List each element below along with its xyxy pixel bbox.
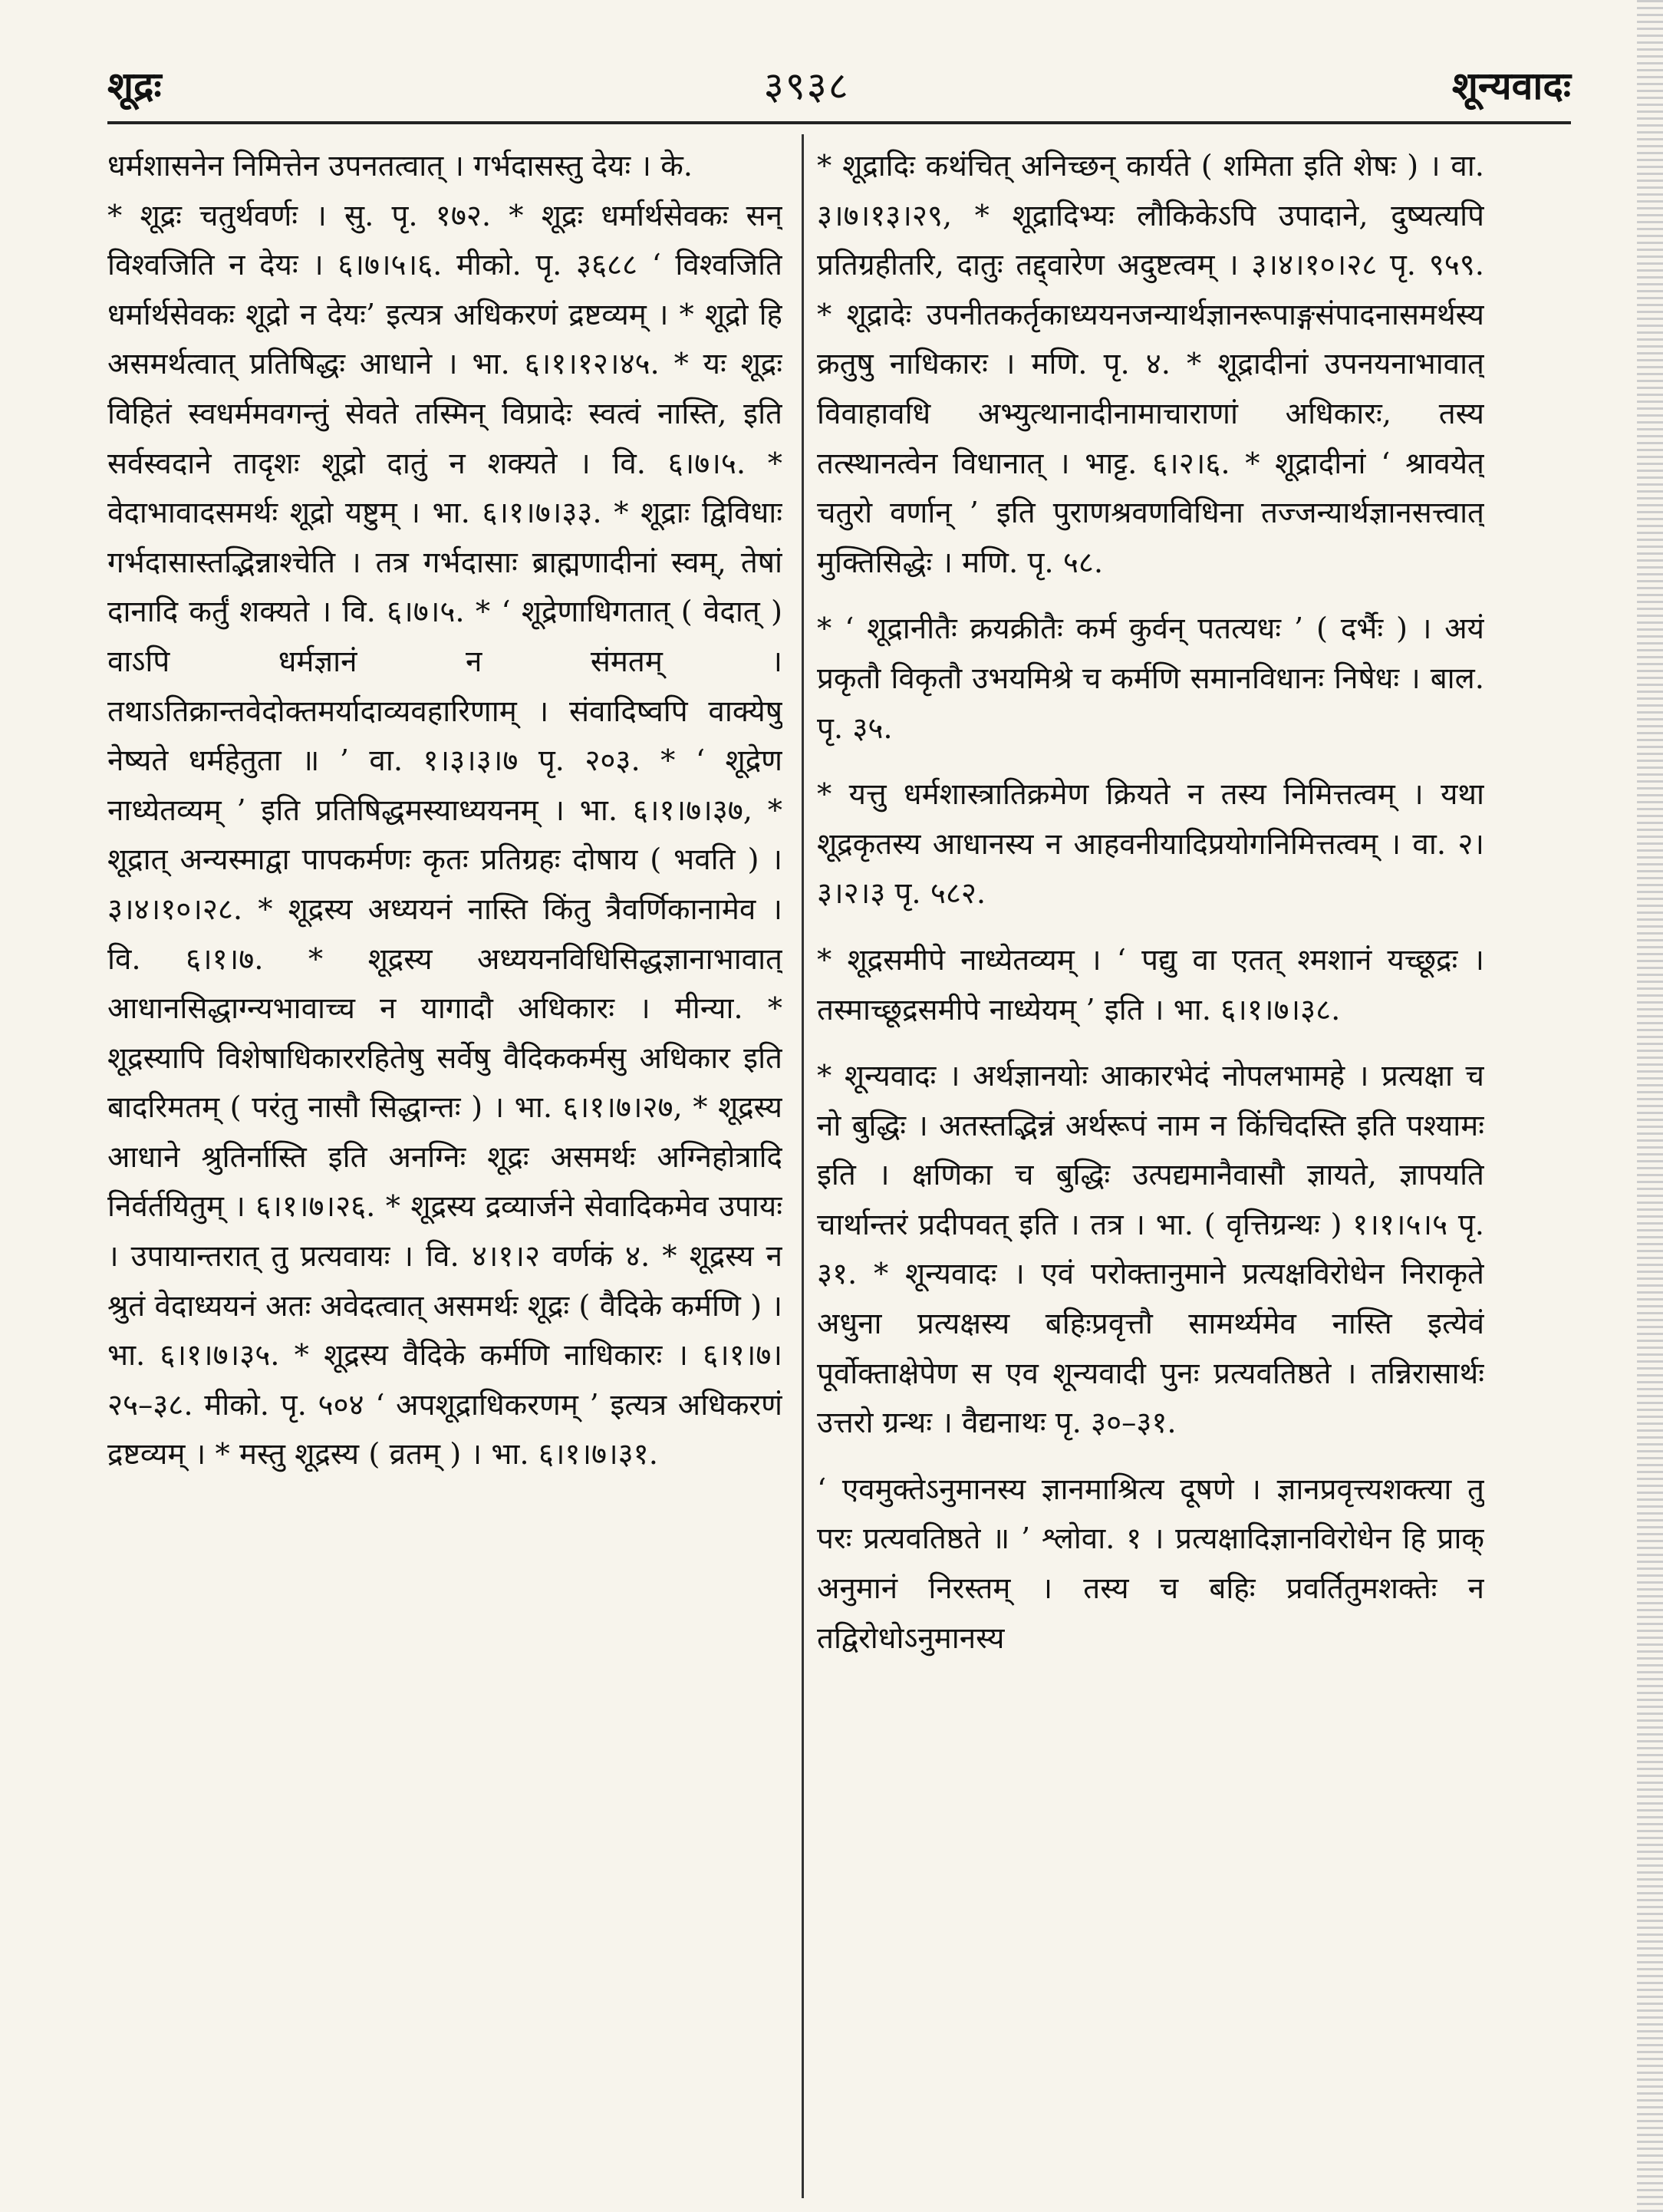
right-column-entry: * शूद्रसमीपे नाध्येतव्यम् । ‘ पद्यु वा एतत् श्मशानं यच्छूद्रः । तस्माच्छूद्रसमीपे नाध्येयम् ’ इति । भा. ६।१।७।३८. (817, 942, 1484, 1027)
header-right-word: शून्यवादः (1451, 63, 1571, 108)
right-column-entry: * ‘ शूद्रानीतैः क्रयक्रीतैः कर्म कुर्वन् पतत्यधः ’ ( दर्भैः ) । अयं प्रकृतौ विकृतौ उभयमिश्रे च कर्मणि समानविधानः निषेधः । बाल. पृ. ३५. (817, 612, 1484, 746)
left-column (107, 142, 782, 2198)
right-column-entry: * शूद्रादिः कथंचित् अनिच्छन् कार्यते ( शमिता इति शेषः ) । वा. ३।७।१३।२९, * शूद्रादिभ्यः लौकिकेऽपि उपादाने, दुष्यत्यपि प्रतिग्रहीतरि, दातुः तद्द्वारेण अदुष्टत्वम् । ३।४।१०।२८ पृ. ९५९. * शूद्रादेः उपनीतकर्तृकाध्ययनजन्यार्थज्ञानरूपाङ्गसंपादनासमर्थस्य क्रतुषु नाधिकारः । मणि. पृ. ४. * शूद्रादीनां उपनयनाभावात् विवाहावधि अभ्युत्थानादीनामाचाराणां अधिकारः, तस्य तत्स्थानत्वेन विधानात् । भाट्ट. ६।२।६. * शूद्रादीनां ‘ श्रावयेत् चतुरो वर्णान् ’ इति पुराणश्रवणविधिना तज्जन्यार्थज्ञानसत्त्वात् मुक्तिसिद्धेः । मणि. पृ. ५८. (817, 149, 1484, 580)
right-column-entry: * शून्यवादः । अर्थज्ञानयोः आकारभेदं नोपलभामहे । प्रत्यक्षा च नो बुद्धिः । अतस्तद्भिन्नं अर्थरूपं नाम न किंचिदस्ति इति पश्यामः इति । क्षणिका च बुद्धिः उत्पद्यमानैवासौ ज्ञायते, ज्ञापयति चार्थान्तरं प्रदीपवत् इति । तत्र । भा. ( वृत्तिग्रन्थः ) १।१।५।५ पृ. ३१. * शून्यवादः । एवं परोक्तानुमाने प्रत्यक्षविरोधेन निराकृते अधुना प्रत्यक्षस्य बहिःप्रवृत्तौ सामर्थ्यमेव नास्ति इत्येवं पूर्वोक्ताक्षेपेण स एव शून्यवादी पुनः प्रत्यवतिष्ठते । तन्निरासार्थः उत्तरो ग्रन्थः । वैद्यनाथः पृ. ३०–३१. (817, 1059, 1484, 1441)
right-column-entry: * यत्तु धर्मशास्त्रातिक्रमेण क्रियते न तस्य निमित्तत्वम् । यथा शूद्रकृतस्य आधानस्य न आहवनीयादिप्रयोगनिमित्तत्वम् । वा. २।३।२।३ पृ. ५८२. (817, 777, 1484, 912)
page-number: ३९३८ (763, 64, 850, 108)
column-divider (802, 134, 804, 2198)
right-column (817, 142, 1484, 2198)
running-header (107, 54, 1571, 115)
right-column-entry: ‘ एवमुक्तेऽनुमानस्य ज्ञानमाश्रित्य दूषणे । ज्ञानप्रवृत्त्यशक्त्या तु परः प्रत्यवतिष्ठते ॥ ’ श्लोवा. १ । प्रत्यक्षादिज्ञानविरोधेन हि प्राक् अनुमानं निरस्तम् । तस्य च बहिः प्रवर्तितुमशक्तेः न तद्विरोधोऽनुमानस्य (817, 1472, 1484, 1656)
binding-edge (1637, 0, 1663, 2212)
left-column-text: धर्मशासनेन निमित्तेन उपनतत्वात् । गर्भदासस्तु देयः । के. (107, 149, 693, 183)
left-column-text: * शूद्रः चतुर्थवर्णः । सु. पृ. १७२. * शूद्रः धर्मार्थसेवकः सन् विश्वजिति न देयः । ६।७।५।६. मीको. पृ. ३६८८ ‘ विश्वजिति धर्मार्थसेवकः शूद्रो न देयः’ इत्यत्र अधिकरणं द्रष्टव्यम् । * शूद्रो हि असमर्थत्वात् प्रतिषिद्धः आधाने । भा. ६।१।१२।४५. * यः शूद्रः विहितं स्वधर्ममवगन्तुं सेवते तस्मिन् विप्रादेः स्वत्वं नास्ति, इति सर्वस्वदाने तादृशः शूद्रो दातुं न शक्यते । वि. ६।७।५. * वेदाभावादसमर्थः शूद्रो यष्टुम् । भा. ६।१।७।३३. * शूद्राः द्विविधाः गर्भदासास्तद्भिन्नाश्चेति । तत्र गर्भदासाः ब्राह्मणादीनां स्वम्, तेषां दानादि कर्तुं शक्यते । वि. ६।७।५. * ‘ शूद्रेणाधिगतात् ( वेदात् ) वाऽपि धर्मज्ञानं न संमतम् । तथाऽतिक्रान्तवेदोक्तमर्यादाव्यवहारिणाम् । संवादिष्वपि वाक्येषु नेष्यते धर्महेतुता ॥ ’ वा. १।३।३।७ पृ. २०३. * ‘ शूद्रेण नाध्येतव्यम् ’ इति प्रतिषिद्धमस्याध्ययनम् । भा. ६।१।७।३७, * शूद्रात् अन्यस्माद्वा पापकर्मणः कृतः प्रतिग्रहः दोषाय ( भवति ) । ३।४।१०।२८. * शूद्रस्य अध्ययनं नास्ति किंतु त्रैवर्णिकानामेव । वि. ६।१।७. * शूद्रस्य अध्ययनविधिसिद्धज्ञानाभावात् आधानसिद्धाग्न्यभावाच्च न यागादौ अधिकारः । मीन्या. * शूद्रस्यापि विशेषाधिकाररहितेषु सर्वेषु वैदिककर्मसु अधिकार इति बादरिमतम् ( परंतु नासौ सिद्धान्तः ) । भा. ६।१।७।२७, * शूद्रस्य आधाने श्रुतिर्नास्ति इति अनग्निः शूद्रः असमर्थः अग्निहोत्रादि निर्वर्तयितुम् । ६।१।७।२६. * शूद्रस्य द्रव्यार्जने सेवादिकमेव उपायः । उपायान्तरात् तु प्रत्यवायः । वि. ४।१।२ वर्णकं ४. * शूद्रस्य न श्रुतं वेदाध्ययनं अतः अवेदत्वात् असमर्थः शूद्रः ( वैदिके कर्मणि ) । भा. ६।१।७।३५. * शूद्रस्य वैदिके कर्मणि नाधिकारः । ६।१।७।२५–३८. मीको. पृ. ५०४ ‘ अपशूद्राधिकरणम् ’ इत्यत्र अधिकरणं द्रष्टव्यम् । * मस्तु शूद्रस्य ( व्रतम् ) । भा. ६।१।७।३१. (107, 198, 782, 1472)
header-rule (107, 121, 1571, 124)
header-left-word: शूद्रः (107, 63, 162, 108)
